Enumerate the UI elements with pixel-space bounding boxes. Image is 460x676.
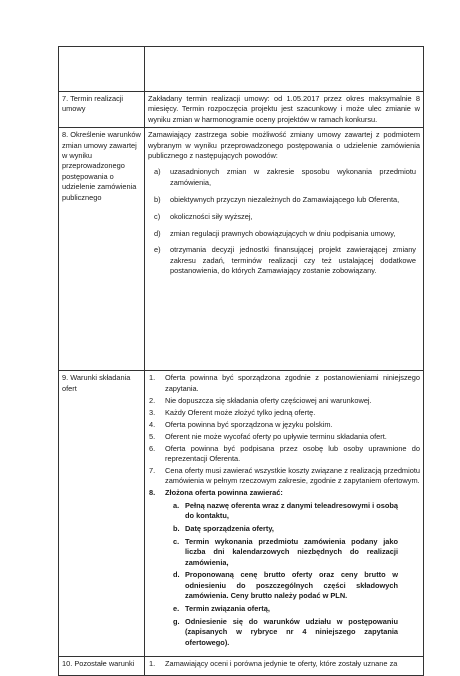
- list-text: obiektywnych przyczyn niezależnych do Zamawiającego lub Oferenta,: [170, 194, 400, 204]
- section-10-content: [145, 657, 424, 676]
- section-row-10: [59, 657, 424, 676]
- list-item: [148, 229, 420, 239]
- sub-list-marker: c.: [173, 536, 180, 546]
- list-marker: b): [154, 194, 161, 204]
- list-marker: a): [154, 167, 161, 177]
- list-marker: e): [154, 245, 161, 255]
- section-9-content: [145, 371, 424, 657]
- list-text: [165, 488, 420, 650]
- list-item: [148, 432, 420, 442]
- sub-list-marker: b.: [173, 524, 180, 534]
- sub-list-text: Odniesienie się do warunków udziału w postępowaniu (zapisanych w rybryce nr 4 niniejszego zapytania ofertowego).: [185, 616, 398, 647]
- list-marker: 1.: [149, 659, 156, 669]
- sub-list-item: [165, 570, 420, 601]
- document-table: [58, 46, 424, 676]
- list-marker: 4.: [149, 419, 156, 429]
- list-text: okoliczności siły wyższej,: [170, 211, 253, 221]
- list-text: Nie dopuszcza się składania oferty częściowej ani warunkowej.: [165, 395, 372, 405]
- sub-list-text: Termin wykonania przedmiotu zamówienia podany jako liczba dni kalendarzowych niezbędnych do realizacji zamówienia,: [185, 536, 398, 567]
- list-text: Oferent nie może wycofać oferty po upływie terminu składania ofert.: [165, 431, 387, 441]
- sub-list-text: Termin związania ofertą,: [185, 604, 270, 614]
- list-item: [148, 444, 420, 465]
- list-marker: d): [154, 228, 161, 238]
- section-label-cell: [59, 47, 145, 92]
- list-text: otrzymania decyzji jednostki finansującej projekt zawierającej zmiany zakresu zadań, terminów realizacji czy też ustalającej dodatkowe postanowienia, do których Zamawiający zostanie zobowiązany.: [170, 245, 416, 276]
- sub-list-text: Proponowaną cenę brutto oferty oraz ceny brutto w odniesieniu do poszczególnych części składowych zamówienia. Ceny brutto należy podać w PLN.: [185, 570, 398, 601]
- section-8-list: [148, 167, 420, 276]
- offer-contents-list: [165, 501, 420, 648]
- section-10-label: 10. Pozostałe warunki: [59, 657, 145, 676]
- list-item: [148, 408, 420, 418]
- list-marker: 5.: [149, 431, 156, 441]
- section-row-9: [59, 371, 424, 657]
- sub-list-item: [165, 604, 420, 614]
- section-row-top: [59, 47, 424, 92]
- list-item: [148, 659, 420, 669]
- list-marker: 7.: [149, 466, 156, 476]
- section-7-text: Zakładany termin realizacji umowy: od 1.05.2017 przez okres maksymalnie 8 miesięcy. Termin rozpoczęcia projektu jest szacunkowy i może ulec zmianie w wyniku zmian w harmonogramie oceny projektów w ramach konkursu.: [145, 92, 424, 128]
- list-marker: 8.: [149, 488, 156, 498]
- section-9-list: [148, 373, 420, 650]
- sub-list-marker: a.: [173, 500, 180, 510]
- list-marker: 6.: [149, 443, 156, 453]
- sub-list-item: [165, 537, 420, 568]
- sub-list-text: Pełną nazwę oferenta wraz z danymi teleadresowymi i osobą do kontaktu,: [185, 500, 398, 521]
- list-marker: 3.: [149, 407, 156, 417]
- list-marker: 2.: [149, 395, 156, 405]
- list-item: [148, 167, 420, 188]
- section-10-list: [148, 659, 420, 669]
- list-item: [148, 396, 420, 406]
- sub-list-marker: d.: [173, 570, 180, 580]
- list-text: uzasadnionych zmian w zakresie sposobu wykonania przedmiotu zamówienia,: [170, 167, 416, 187]
- section-8-intro: Zamawiający zastrzega sobie możliwość zmiany umowy zawartej z podmiotem wybranym w wyniku przeprowadzonego postępowania o udzielenie zamówienia publicznego z następujących powodów:: [148, 130, 420, 161]
- offer-contents-heading: Złożona oferta powinna zawierać:: [165, 488, 283, 498]
- section-9-label: 9. Warunki składania ofert: [59, 371, 145, 657]
- sub-list-marker: e.: [173, 604, 180, 614]
- list-text: Zamawiający oceni i porówna jedynie te oferty, które zostały uznane za: [165, 659, 398, 669]
- list-text: Oferta powinna być podpisana przez osobę lub osoby uprawnione do reprezentacji Oferenta.: [165, 443, 420, 464]
- list-item: [148, 212, 420, 222]
- list-marker: 1.: [149, 373, 156, 383]
- section-row-7: [59, 92, 424, 128]
- sub-list-item: [165, 617, 420, 648]
- sub-list-text: Datę sporządzenia oferty,: [185, 524, 274, 534]
- list-item: [148, 466, 420, 487]
- list-text: Oferta powinna być sporządzona w języku polskim.: [165, 419, 333, 429]
- list-text: Oferta powinna być sporządzona zgodnie z postanowieniami niniejszego zapytania.: [165, 373, 420, 393]
- list-text: Każdy Oferent może złożyć tylko jedną ofertę.: [165, 407, 316, 417]
- list-marker: c): [154, 211, 161, 221]
- list-item: [148, 488, 420, 650]
- sub-list-marker: g.: [173, 616, 180, 626]
- list-item: [148, 245, 420, 276]
- section-8-content: [145, 128, 424, 371]
- section-7-label: 7. Termin realizacji umowy: [59, 92, 145, 128]
- list-text: zmian regulacji prawnych obowiązujących w dniu podpisania umowy,: [170, 228, 396, 238]
- sub-list-item: [165, 501, 420, 522]
- list-item: [148, 420, 420, 430]
- sub-list-item: [165, 524, 420, 534]
- list-text: Cena oferty musi zawierać wszystkie koszty związane z realizacją przedmiotu zamówienia w pełnym rzeczowym zakresie, zgodnie z zapytaniem ofertowym.: [165, 466, 420, 486]
- section-8-label: 8. Określenie warunków zmian umowy zawartej w wyniku przeprowadzonego postępowania o udzielenie zamówienia publicznego: [59, 128, 145, 371]
- list-item: [148, 373, 420, 394]
- list-item: [148, 195, 420, 205]
- section-content-cell: [145, 47, 424, 92]
- section-row-8: [59, 128, 424, 371]
